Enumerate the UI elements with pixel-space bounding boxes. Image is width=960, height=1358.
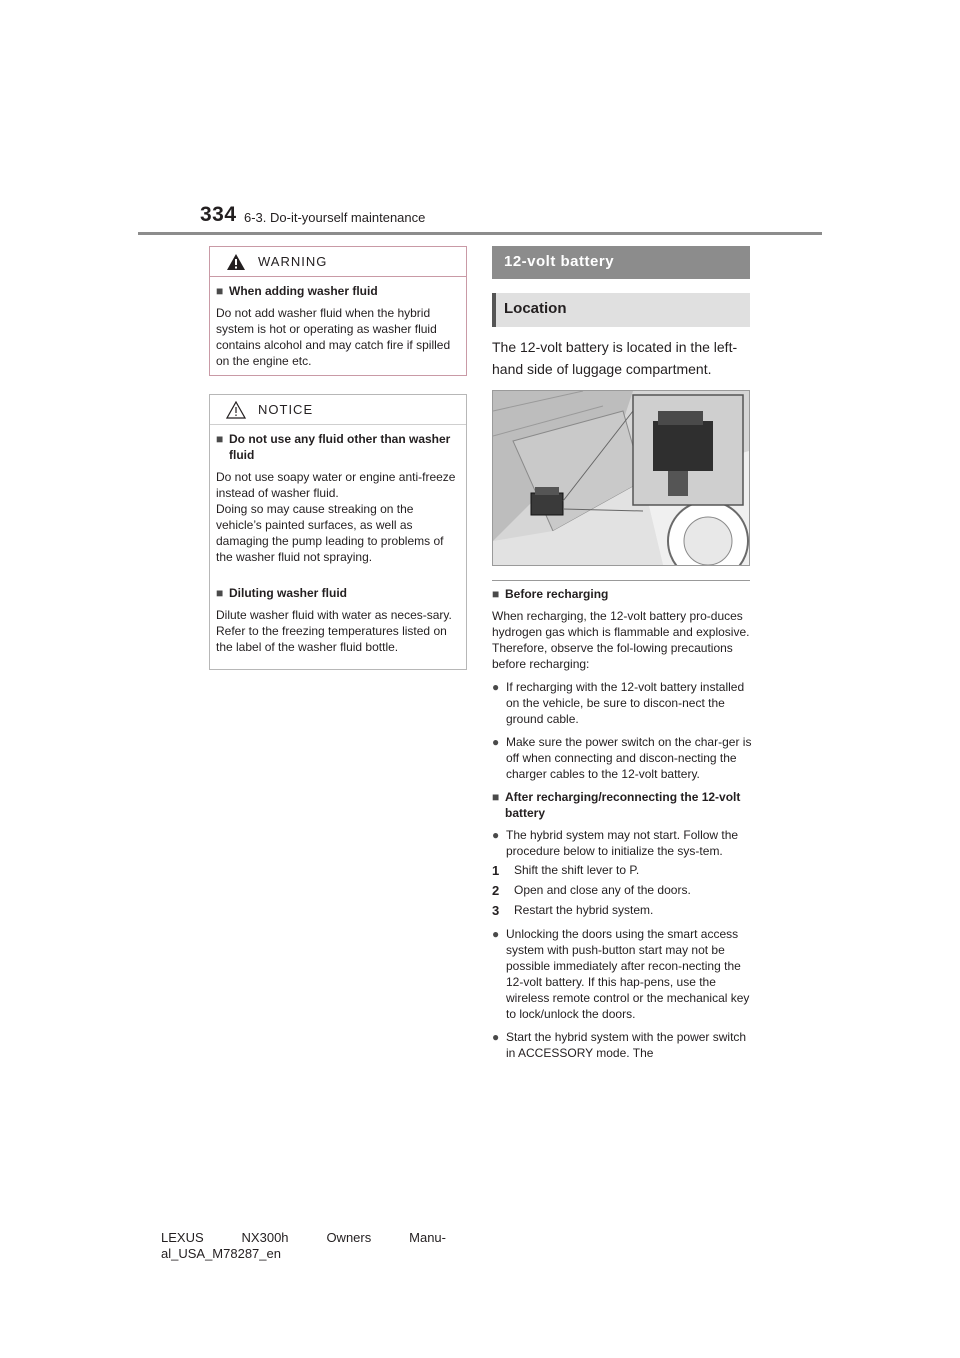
notice-item-text: Refer to the freezing temperatures listed on the label of the washer fluid bottle. (216, 624, 447, 654)
step-item: 2 Open and close any of the doors. (492, 883, 691, 898)
list-item: ● If recharging with the 12-volt battery installed on the vehicle, be sure to discon-nect the ground cable. (492, 680, 745, 726)
notice-item-heading: ■ Do not use any fluid other than washer fluid (216, 432, 451, 462)
step-item: 1 Shift the shift lever to P. (492, 863, 640, 878)
battery-location-illustration (492, 390, 750, 566)
warning-item-text: Do not add washer fluid when the hybrid system is hot or operating as washer fluid contains alcohol and may catch fire if spilled on the engine etc. (216, 306, 451, 368)
square-bullet-icon: ■ (216, 284, 224, 298)
caution-triangle-icon (226, 401, 246, 419)
footer-word: Owners (326, 1230, 372, 1245)
round-bullet-icon: ● (492, 927, 500, 941)
page-number: 334 (200, 203, 237, 226)
subsection-title-bar (492, 293, 750, 327)
warning-body (210, 277, 466, 369)
footer-line (161, 1230, 446, 1246)
list-item: ● The hybrid system may not start. Follow the procedure below to initialize the sys-tem. (492, 828, 739, 858)
section-title-bar (492, 246, 750, 279)
chapter-title: 6-3. Do-it-yourself maintenance (244, 210, 426, 225)
notice-label: NOTICE (258, 402, 314, 417)
page-header (200, 203, 460, 233)
warning-triangle-icon (226, 253, 246, 271)
round-bullet-icon: ● (492, 1030, 500, 1044)
header-rule (138, 232, 822, 235)
page-footer (161, 1230, 461, 1262)
notice-box-header (210, 395, 466, 425)
notes-rule (492, 580, 750, 581)
section-title: 12-volt battery (504, 253, 615, 270)
subsection-title: Location (504, 300, 567, 317)
footer-word: NX300h (241, 1230, 289, 1245)
note-heading-after-recharging: ■ After recharging/reconnecting the 12-volt battery (492, 790, 741, 820)
notice-box (209, 394, 467, 670)
notice-body (210, 425, 466, 655)
square-bullet-icon: ■ (216, 432, 224, 446)
step-number: 1 (492, 863, 500, 878)
note-text: When recharging, the 12-volt battery pro-duces hydrogen gas which is flammable and explosive. Therefore, observe the fol-lowing precautions before recharging: (492, 609, 750, 671)
list-item: ● Start the hybrid system with the power switch in ACCESSORY mode. The (492, 1030, 747, 1060)
notice-item-text: Do not use soapy water or engine anti-freeze instead of washer fluid. (216, 470, 456, 500)
warning-label: WARNING (258, 254, 328, 269)
note-heading-before-recharging: ■ Before recharging (492, 587, 609, 601)
notes-section (492, 586, 754, 1068)
warning-box (209, 246, 467, 376)
round-bullet-icon: ● (492, 735, 500, 749)
location-intro: The 12-volt battery is located in the left-hand side of luggage compartment. (492, 339, 738, 377)
footer-line: al_USA_M78287_en (161, 1246, 281, 1261)
step-number: 2 (492, 883, 500, 898)
warning-box-header (210, 247, 466, 277)
footer-word: Manu- (409, 1230, 446, 1245)
notice-item-text: Doing so may cause streaking on the vehicle’s painted surfaces, as well as damaging the pump leading to problems of the washer fluid not spraying. (216, 502, 444, 564)
notice-item-text: Dilute washer fluid with water as neces-sary. (216, 608, 452, 622)
list-item: ● Make sure the power switch on the char-ger is off when connecting and discon-necting the charger cables to the 12-volt battery. (492, 735, 752, 781)
square-bullet-icon: ■ (492, 587, 500, 601)
footer-word: LEXUS (161, 1230, 204, 1245)
round-bullet-icon: ● (492, 680, 500, 694)
list-item: ● Unlocking the doors using the smart access system with push-button start may not be possible immediately after recon-necting the 12-volt battery. If this hap-pens, use the wireless remote control or the mechanical key to lock/unlock the doors. (492, 927, 750, 1021)
step-item: 3 Restart the hybrid system. (492, 903, 654, 918)
square-bullet-icon: ■ (216, 586, 224, 600)
square-bullet-icon: ■ (492, 790, 500, 804)
luggage-compartment-battery-image (493, 391, 749, 565)
step-number: 3 (492, 903, 500, 918)
warning-item-heading: ■ When adding washer fluid (216, 284, 378, 298)
round-bullet-icon: ● (492, 828, 500, 842)
notice-item-heading: ■ Diluting washer fluid (216, 586, 348, 600)
